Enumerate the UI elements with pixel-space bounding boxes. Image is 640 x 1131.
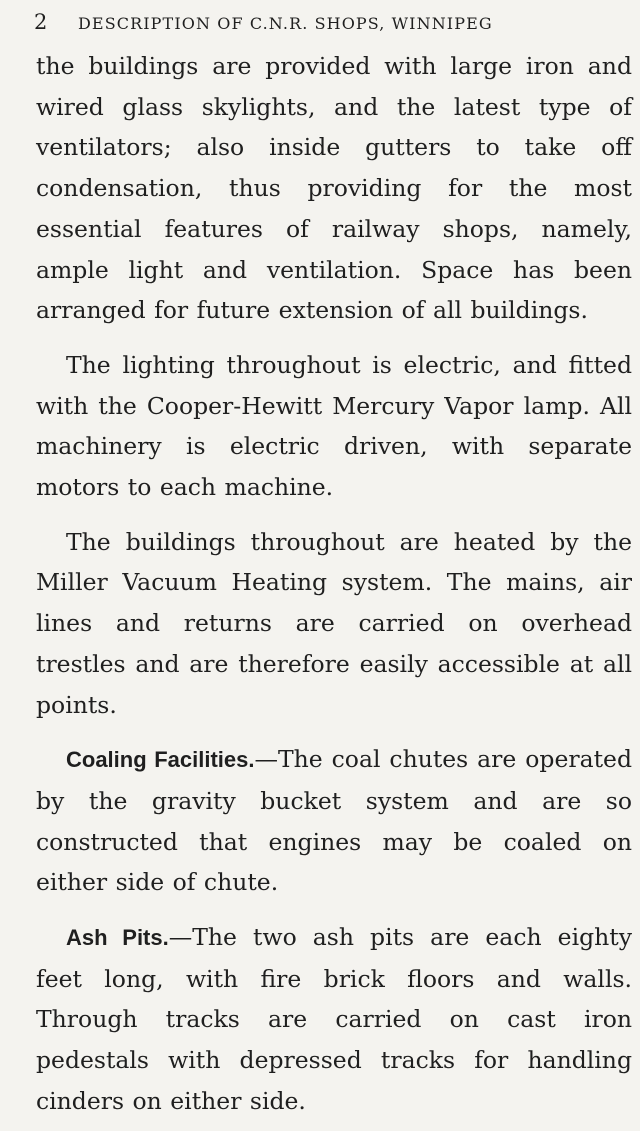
paragraph-text: the buildings are provided with large iron and wired glass skylights, and the latest type of ventilators; also inside gutters to take off condensation, thus providing for the most essential features of railway shops, namely, ample light and ventilation. Space has been arranged for future extension of all buildings.	[36, 52, 632, 325]
paragraph-text: The buildings throughout are heated by the Miller Vacuum Heating system. The mains, air lines and returns are carried on overhead trestles and are therefore easily accessible at all points.	[36, 527, 632, 719]
running-head-title: DESCRIPTION OF C.N.R. SHOPS, WINNIPEG	[78, 14, 493, 33]
paragraph-text: The lighting throughout is electric, and fitted with the Cooper-Hewitt Mercury Vapor lamp. All machinery is electric driven, with separate motors to each machine.	[36, 350, 632, 502]
running-head	[36, 10, 632, 44]
paragraph-coaling-facilities	[36, 739, 632, 903]
paragraph-heating	[36, 522, 632, 726]
paragraph-text: —The two ash pits are each eighty feet long, with fire brick floors and walls. Through tracks are carried on cast iron pedestals with depressed tracks for handling cinders on either side.	[36, 923, 632, 1115]
paragraph-text: —The coal chutes are operated by the gravity bucket system and are so constructed that engines may be coaled on either side of chute.	[36, 745, 632, 897]
paragraph-ash-pits	[36, 917, 632, 1122]
section-heading-ash-pits: Ash Pits.	[66, 925, 169, 951]
paragraph-skylights	[36, 46, 632, 331]
paragraph-lighting	[36, 345, 632, 508]
page-number: 2	[34, 10, 48, 34]
section-heading-coaling: Coaling Facilities.	[66, 747, 255, 773]
